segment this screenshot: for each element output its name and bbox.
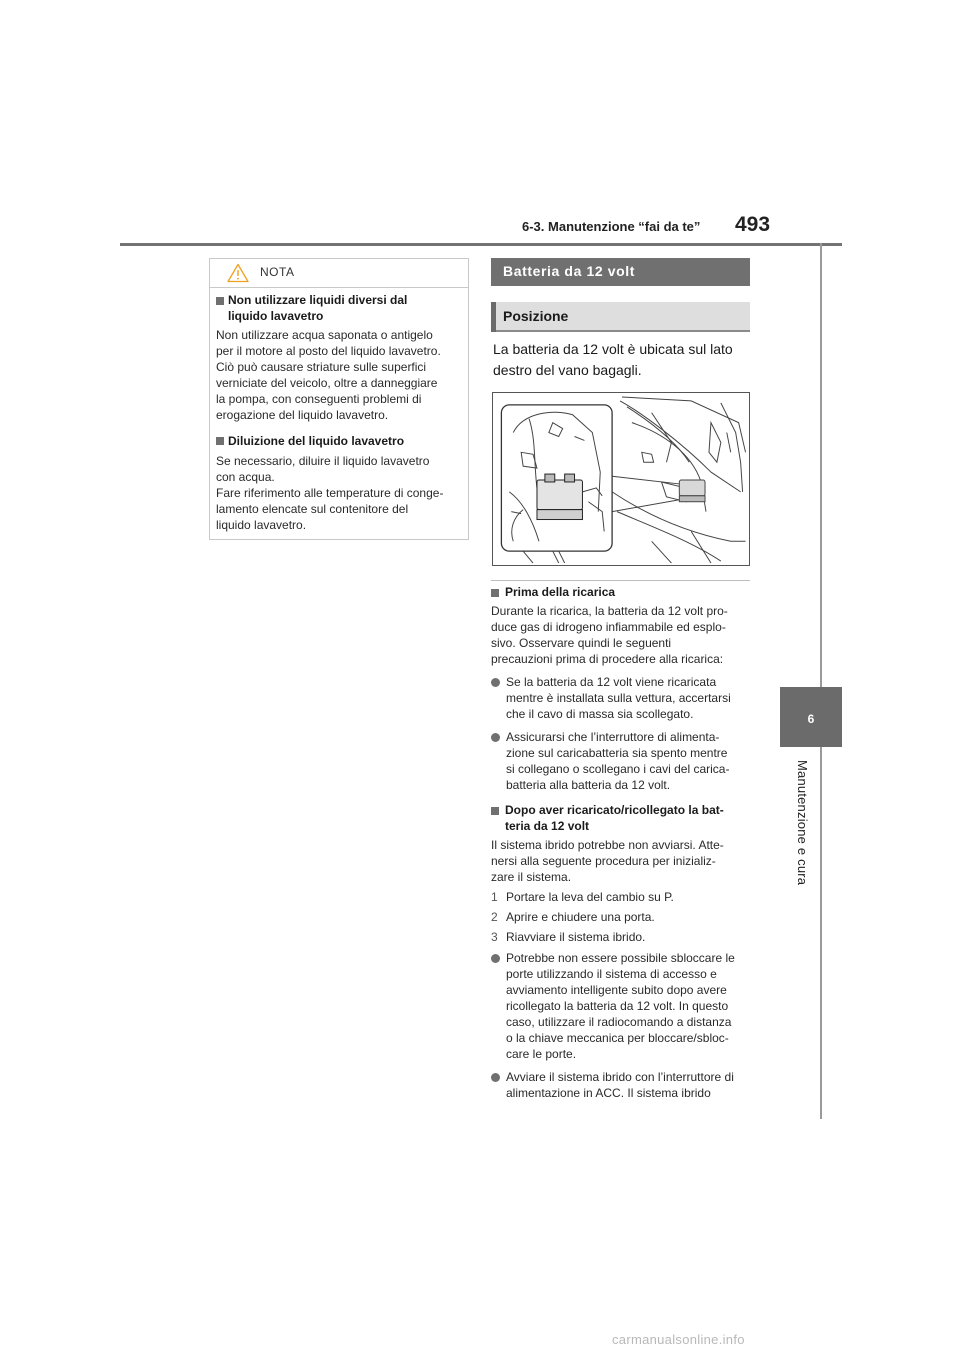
step-text: Riavviare il sistema ibrido.: [506, 930, 646, 944]
dopo-bullet3-line: caso, utilizzare il radiocomando a distanza: [506, 1015, 732, 1029]
dopo-bullet3-line: care le porte.: [506, 1047, 577, 1061]
note-item1-heading-line2: liquido lavavetro: [228, 309, 324, 323]
header-rule: [120, 243, 842, 246]
note-item1-line: la pompa, con conseguenti problemi di: [216, 392, 422, 406]
note-item1-line: per il motore al posto del liquido lavavetro.: [216, 344, 441, 358]
note-item1-line: Ciò può causare striature sulle superfici: [216, 360, 427, 374]
chapter-number: 6: [807, 712, 815, 726]
page-number: 493: [735, 213, 771, 236]
dopo-bullet4-line: alimentazione in ACC. Il sistema ibrido: [506, 1086, 711, 1100]
square-bullet-icon: [491, 807, 499, 815]
square-bullet-icon: [216, 437, 224, 445]
note-item2-line: Se necessario, diluire il liquido lavavetro: [216, 454, 430, 468]
note-item2-line: Fare riferimento alle temperature di conge-: [216, 486, 444, 500]
prima-bullet1-line: che il cavo di massa sia scollegato.: [506, 707, 694, 721]
note-item1-line: erogazione del liquido lavavetro.: [216, 408, 389, 422]
round-bullet-icon: [491, 678, 500, 687]
prima-bullet2-line: zione sul caricabatteria sia spento mentre: [506, 746, 728, 760]
subsection-accent: [491, 302, 496, 332]
step-number: 2: [491, 910, 498, 924]
round-bullet-icon: [491, 954, 500, 963]
chapter-label: Manutenzione e cura: [795, 760, 810, 886]
prima-line: duce gas di idrogeno infiammabile ed esplo-: [491, 620, 726, 634]
dopo-line: Il sistema ibrido potrebbe non avviarsi. Atte-: [491, 838, 724, 852]
round-bullet-icon: [491, 1073, 500, 1082]
dopo-bullet3-line: ricollegato la batteria da 12 volt. In questo: [506, 999, 729, 1013]
note-item2-line: con acqua.: [216, 470, 275, 484]
prima-bullet2-line: batteria alla batteria da 12 volt.: [506, 778, 671, 792]
side-rule: [820, 243, 822, 1119]
dopo-line: zare il sistema.: [491, 870, 572, 884]
note-title: NOTA: [260, 265, 295, 279]
prima-line: sivo. Osservare quindi le seguenti: [491, 636, 672, 650]
step-number: 1: [491, 890, 498, 904]
prima-bullet1-line: mentre è installata sulla vettura, accertarsi: [506, 691, 731, 705]
section-heading: Batteria da 12 volt: [503, 263, 635, 279]
note-item2-line: lamento elencate sul contenitore del: [216, 502, 409, 516]
step-text: Portare la leva del cambio su P.: [506, 890, 674, 904]
illustration-divider: [491, 580, 750, 581]
note-item2-line: liquido lavavetro.: [216, 518, 307, 532]
prima-heading: Prima della ricarica: [505, 585, 616, 599]
dopo-bullet3-line: Potrebbe non essere possibile sbloccare le: [506, 951, 735, 965]
dopo-line: nersi alla seguente procedura per inizializ-: [491, 854, 716, 868]
warning-icon: [227, 263, 249, 283]
note-item2-heading: Diluizione del liquido lavavetro: [228, 434, 405, 448]
step-number: 3: [491, 930, 498, 944]
watermark: carmanualsonline.info: [612, 1332, 745, 1347]
dopo-bullet3-line: porte utilizzando il sistema di accesso e: [506, 967, 717, 981]
round-bullet-icon: [491, 733, 500, 742]
subsection-heading: Posizione: [503, 308, 569, 324]
note-item1-line: Non utilizzare acqua saponata o antigelo: [216, 328, 433, 342]
dopo-heading-line2: teria da 12 volt: [505, 819, 590, 833]
intro-line2: destro del vano bagagli.: [493, 362, 642, 378]
prima-line: Durante la ricarica, la batteria da 12 volt pro-: [491, 604, 728, 618]
square-bullet-icon: [491, 589, 499, 597]
section-title: 6-3. Manutenzione “fai da te”: [522, 219, 701, 234]
step-text: Aprire e chiudere una porta.: [506, 910, 655, 924]
prima-line: precauzioni prima di procedere alla ricarica:: [491, 652, 724, 666]
square-bullet-icon: [216, 297, 224, 305]
prima-bullet2-line: si collegano o scollegano i cavi del carica-: [506, 762, 730, 776]
battery-location-illustration: [492, 392, 750, 566]
prima-bullet2-line: Assicurarsi che l’interruttore di alimenta-: [506, 730, 720, 744]
dopo-bullet3-line: o la chiave meccanica per bloccare/sbloc-: [506, 1031, 729, 1045]
dopo-heading-line1: Dopo aver ricaricato/ricollegato la bat-: [505, 803, 724, 817]
note-item1-heading-line1: Non utilizzare liquidi diversi dal: [228, 293, 408, 307]
note-item1-line: verniciate del veicolo, oltre a danneggiare: [216, 376, 438, 390]
dopo-bullet4-line: Avviare il sistema ibrido con l’interruttore di: [506, 1070, 734, 1084]
dopo-bullet3-line: avviamento intelligente subito dopo avere: [506, 983, 727, 997]
intro-line1: La batteria da 12 volt è ubicata sul lato: [493, 341, 733, 357]
prima-bullet1-line: Se la batteria da 12 volt viene ricaricata: [506, 675, 717, 689]
